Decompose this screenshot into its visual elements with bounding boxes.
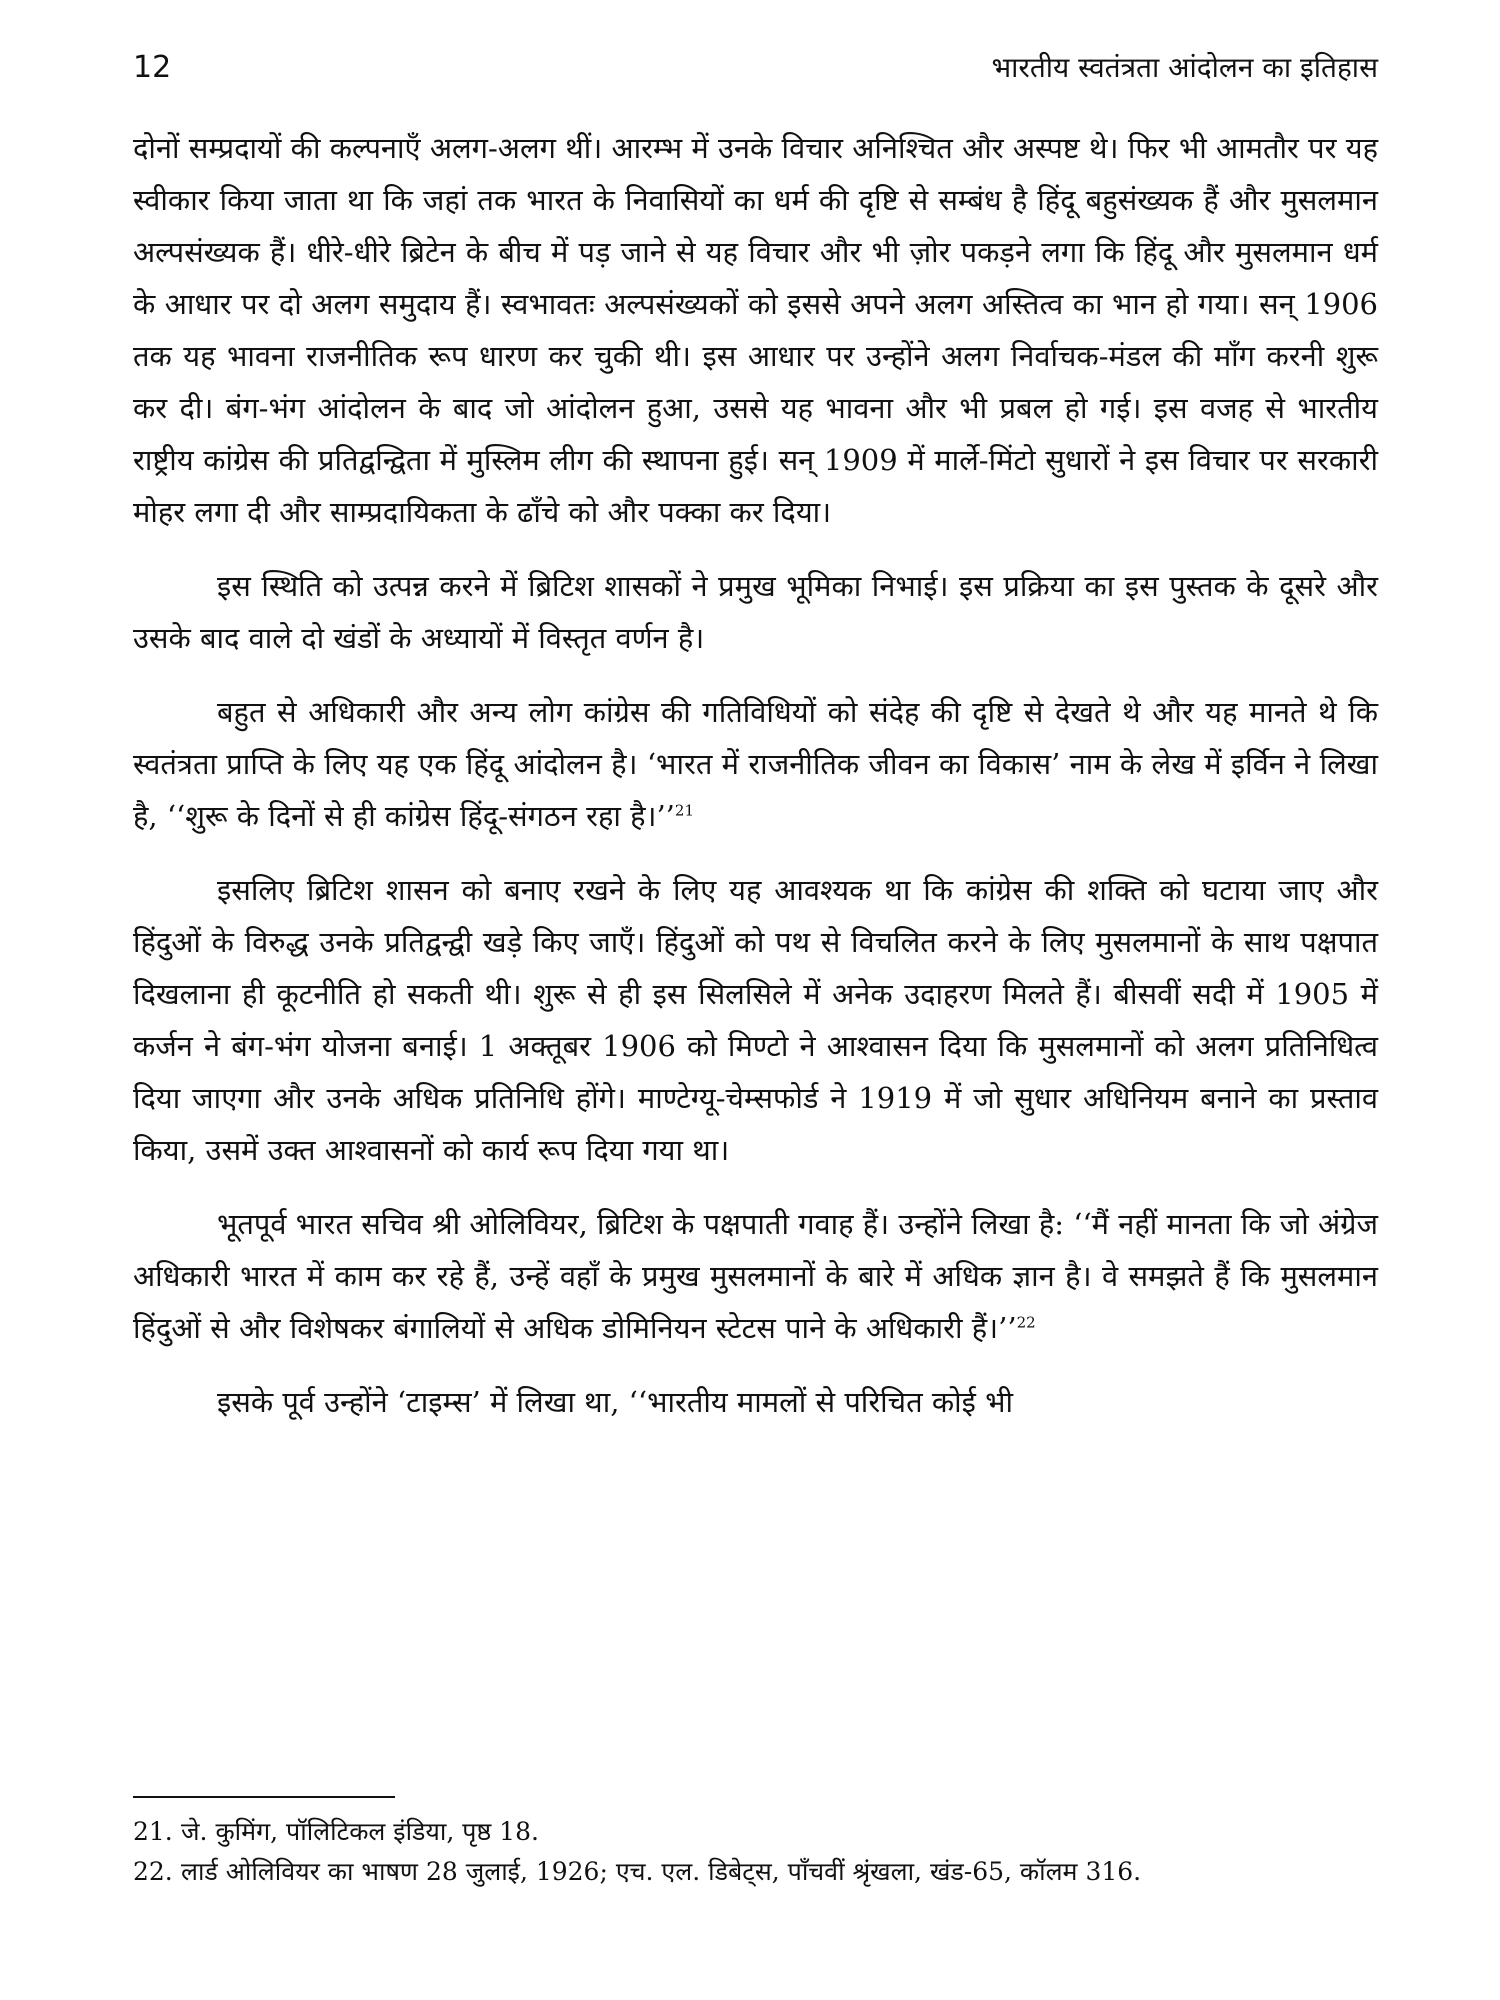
paragraph-text: इसलिए ब्रिटिश शासन को बनाए रखने के लिए यह आवश्यक था कि कांग्रेस की शक्ति को घटाया जाए और हिंदुओं के विरुद्ध उनके प्रतिद्वन्द्वी खड़े किए जाएँ। हिंदुओं को पथ से विचलित करने के लिए मुसलमानों के साथ पक्षपात दिखलाना ही कूटनीति हो सकती थी। शुरू से ही इस सिलसिले में अनेक उदाहरण मिलते हैं। बीसवीं सदी में 1905 में कर्जन ने बंग-भंग योजना बनाई। 1 अक्तूबर 1906 को मिण्टो ने आश्वासन दिया कि मुसलमानों को अलग प्रतिनिधित्व दिया जाएगा और उनके अधिक प्रतिनिधि होंगे। माण्टेग्यू-चेम्सफोर्ड ने 1919 में जो सुधार अधिनियम बनाने का प्रस्ताव किया, उसमें उक्त आश्वासनों को कार्य रूप दिया गया था। — [133, 873, 1378, 1167]
paragraph-2 — [133, 560, 1378, 664]
footnote-number: 22. — [133, 1857, 173, 1886]
footnote-text: जे. कुमिंग, पॉलिटिकल इंडिया, पृष्ठ 18. — [181, 1817, 539, 1846]
running-title: भारतीय स्वतंत्रता आंदोलन का इतिहास — [991, 51, 1378, 84]
footnote-text: लार्ड ओलिवियर का भाषण 28 जुलाई, 1926; एच. एल. डिबेट्स, पाँचवीं श्रृंखला, खंड-65, कॉलम 316. — [181, 1857, 1142, 1886]
footnote-divider — [133, 1796, 395, 1798]
paragraph-text: दोनों सम्प्रदायों की कल्पनाएँ अलग-अलग थीं। आरम्भ में उनके विचार अनिश्चित और अस्पष्ट थे। फिर भी आमतौर पर यह स्वीकार किया जाता था कि जहां तक भारत के निवासियों का धर्म की दृष्टि से सम्बंध है हिंदू बहुसंख्यक हैं और मुसलमान अल्पसंख्यक हैं। धीरे-धीरे ब्रिटेन के बीच में पड़ जाने से यह विचार और भी ज़ोर पकड़ने लगा कि हिंदू और मुसलमान धर्म के आधार पर दो अलग समुदाय हैं। स्वभावतः अल्पसंख्यकों को इससे अपने अलग अस्तित्व का भान हो गया। सन् 1906 तक यह भावना राजनीतिक रूप धारण कर चुकी थी। इस आधार पर उन्होंने अलग निर्वाचक-मंडल की माँग करनी शुरू कर दी। बंग-भंग आंदोलन के बाद जो आंदोलन हुआ, उससे यह भावना और भी प्रबल हो गई। इस वजह से भारतीय राष्ट्रीय कांग्रेस की प्रतिद्वन्द्विता में मुस्लिम लीग की स्थापना हुई। सन् 1909 में मार्ले-मिंटो सुधारों ने इस विचार पर सरकारी मोहर लगा दी और साम्प्रदायिकता के ढाँचे को और पक्का कर दिया। — [133, 131, 1378, 529]
paragraph-text: इस स्थिति को उत्पन्न करने में ब्रिटिश शासकों ने प्रमुख भूमिका निभाई। इस प्रक्रिया का इस पुस्तक के दूसरे और उसके बाद वाले दो खंडों के अध्यायों में विस्तृत वर्णन है। — [133, 569, 1378, 655]
footnote-22 — [133, 1852, 1378, 1892]
paragraph-text: इसके पूर्व उन्होंने ‘टाइम्स’ में लिखा था, ‘‘भारतीय मामलों से परिचित कोई भी — [217, 1385, 1013, 1419]
footnote-21 — [133, 1812, 1378, 1852]
footnote-ref-22: 22 — [1016, 1313, 1036, 1332]
footnotes — [133, 1812, 1378, 1892]
footnote-ref-21: 21 — [674, 801, 694, 820]
body-text — [133, 122, 1378, 1450]
footnote-number: 21. — [133, 1817, 173, 1846]
page-number: 12 — [133, 50, 172, 85]
paragraph-6 — [133, 1376, 1378, 1428]
paragraph-3 — [133, 686, 1378, 842]
paragraph-text: बहुत से अधिकारी और अन्य लोग कांग्रेस की गतिविधियों को संदेह की दृष्टि से देखते थे और यह मानते थे कि स्वतंत्रता प्राप्ति के लिए यह एक हिंदू आंदोलन है। ‘भारत में राजनीतिक जीवन का विकास’ नाम के लेख में इर्विन ने लिखा है, ‘‘शुरू के दिनों से ही कांग्रेस हिंदू-संगठन रहा है।’’ — [133, 695, 1378, 833]
paragraph-text: भूतपूर्व भारत सचिव श्री ओलिवियर, ब्रिटिश के पक्षपाती गवाह हैं। उन्होंने लिखा है: ‘‘मैं नहीं मानता कि जो अंग्रेज अधिकारी भारत में काम कर रहे हैं, उन्हें वहाँ के प्रमुख मुसलमानों के बारे में अधिक ज्ञान है। वे समझते हैं कि मुसलमान हिंदुओं से और विशेषकर बंगालियों से अधिक डोमिनियन स्टेटस पाने के अधिकारी हैं।’’ — [133, 1207, 1378, 1345]
paragraph-5 — [133, 1198, 1378, 1354]
paragraph-4 — [133, 864, 1378, 1176]
page-header — [133, 48, 1378, 108]
paragraph-1 — [133, 122, 1378, 538]
